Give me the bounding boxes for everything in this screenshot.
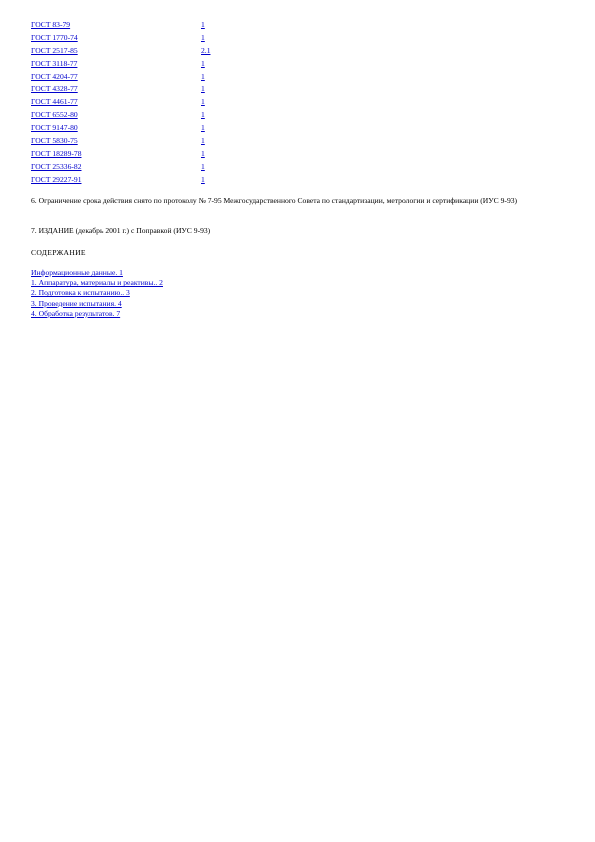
reference-standard-link[interactable]: ГОСТ 3118-77 <box>31 58 78 68</box>
toc-link[interactable]: 4. Обработка результатов. 7 <box>31 308 121 318</box>
reference-row <box>31 110 231 123</box>
reference-standard-link[interactable]: ГОСТ 1770-74 <box>31 32 78 42</box>
toc-item <box>31 309 163 319</box>
reference-row <box>31 136 231 149</box>
toc-link[interactable]: 2. Подготовка к испытанию.. 3 <box>31 288 130 298</box>
toc-item <box>31 278 163 288</box>
reference-row <box>31 59 231 72</box>
toc-link[interactable]: 1. Аппаратура, материалы и реактивы.. 2 <box>31 278 163 288</box>
toc-item <box>31 288 163 298</box>
reference-standard-link[interactable]: ГОСТ 5830-75 <box>31 136 78 146</box>
toc-link[interactable]: Информационные данные. 1 <box>31 268 123 277</box>
reference-section-link[interactable]: 1 <box>201 97 205 107</box>
normative-references-table <box>31 20 231 188</box>
reference-standard-link[interactable]: ГОСТ 9147-80 <box>31 123 78 133</box>
reference-standard-link[interactable]: ГОСТ 25336-82 <box>31 161 82 171</box>
reference-standard-link[interactable]: ГОСТ 18289-78 <box>31 148 82 158</box>
reference-row <box>31 20 231 33</box>
reference-standard-link[interactable]: ГОСТ 4204-77 <box>31 71 78 81</box>
reference-row <box>31 72 231 85</box>
reference-standard-link[interactable]: ГОСТ 29227-91 <box>31 174 82 184</box>
reference-row <box>31 46 231 59</box>
reference-standard-link[interactable]: ГОСТ 2517-85 <box>31 45 78 55</box>
reference-standard-link[interactable]: ГОСТ 6552-80 <box>31 110 78 120</box>
reference-row <box>31 97 231 110</box>
restriction-removed-paragraph: 6. Ограничение срока действия снято по протоколу № 7-95 Межгосударственного Совета по стандартизации, метрологии и сертификации (ИУС 9-93) <box>31 196 518 205</box>
reference-standard-link[interactable]: ГОСТ 4461-77 <box>31 97 78 107</box>
reference-section-link[interactable]: 2.1 <box>201 45 211 55</box>
reference-section-link[interactable]: 1 <box>201 58 205 68</box>
table-of-contents <box>31 268 163 319</box>
edition-paragraph: 7. ИЗДАНИЕ (декабрь 2001 г.) с Поправкой (ИУС 9-93) <box>31 226 211 235</box>
reference-standard-link[interactable]: ГОСТ 83-79 <box>31 20 71 29</box>
reference-row <box>31 123 231 136</box>
reference-section-link[interactable]: 1 <box>201 32 205 42</box>
reference-row <box>31 162 231 175</box>
toc-heading: СОДЕРЖАНИЕ <box>31 248 86 257</box>
reference-section-link[interactable]: 1 <box>201 71 205 81</box>
reference-section-link[interactable]: 1 <box>201 136 205 146</box>
toc-item <box>31 299 163 309</box>
reference-section-link[interactable]: 1 <box>201 84 205 94</box>
reference-row <box>31 175 231 188</box>
reference-row <box>31 84 231 97</box>
reference-section-link[interactable]: 1 <box>201 110 205 120</box>
reference-row <box>31 149 231 162</box>
reference-section-link[interactable]: 1 <box>201 123 205 133</box>
reference-section-link[interactable]: 1 <box>201 161 205 171</box>
reference-row <box>31 33 231 46</box>
reference-standard-link[interactable]: ГОСТ 4328-77 <box>31 84 78 94</box>
reference-section-link[interactable]: 1 <box>201 20 205 29</box>
reference-section-link[interactable]: 1 <box>201 174 205 184</box>
toc-item <box>31 268 163 278</box>
reference-section-link[interactable]: 1 <box>201 148 205 158</box>
toc-link[interactable]: 3. Проведение испытания. 4 <box>31 298 122 308</box>
